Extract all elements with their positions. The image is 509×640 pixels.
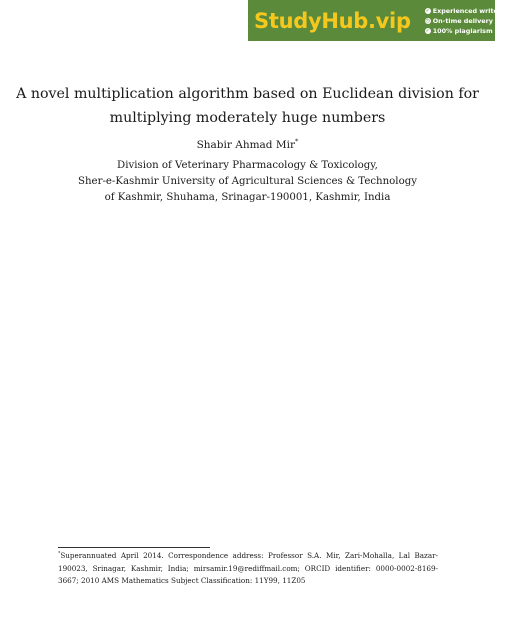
affiliation <box>0 158 495 206</box>
footnote-mark: * <box>58 551 61 557</box>
paper-title <box>0 82 495 130</box>
affiliation-line: of Kashmir, Shuhama, Srinagar-190001, Kashmir, India <box>104 192 391 203</box>
studyhub-logo: StudyHub.vip <box>254 8 411 33</box>
studyhub-banner[interactable] <box>248 0 509 41</box>
affiliation-line: Division of Veterinary Pharmacology & Toxicology, <box>117 160 378 171</box>
feature-label: Experienced writers <box>432 6 505 15</box>
feature-item <box>425 17 509 25</box>
feature-item <box>425 7 509 15</box>
author-text: Shabir Ahmad Mir <box>196 139 295 151</box>
footnote-rule <box>58 547 210 548</box>
feature-label: On-time delivery <box>432 16 493 25</box>
feature-item <box>425 27 509 35</box>
check-icon: ✓ <box>425 7 430 14</box>
title-line: multiplying moderately huge numbers <box>109 110 386 126</box>
affiliation-line: Sher-e-Kashmir University of Agricultural Sciences & Technology <box>78 176 417 187</box>
footnote <box>58 550 438 588</box>
author-name <box>0 139 495 151</box>
clock-icon: ◷ <box>425 17 430 24</box>
author-footnote-mark: * <box>295 137 299 146</box>
feature-list <box>425 7 509 35</box>
feature-label: 100% plagiarism free <box>432 26 509 35</box>
footnote-text: Superannuated April 2014. Correspondence address: Professor S.A. Mir, Zari-Mohalla, Lal Bazar-190023, Srinagar, Kashmir, India; mirsamir.19@rediffmail.com; ORCID identifier: 0000-0002-8169-3667; 2010 AMS Mathematics Subject Classification: 11Y99, 11Z05 <box>58 551 438 585</box>
title-line: A novel multiplication algorithm based on Euclidean division for <box>16 86 479 102</box>
shield-icon: ✓ <box>425 27 430 34</box>
